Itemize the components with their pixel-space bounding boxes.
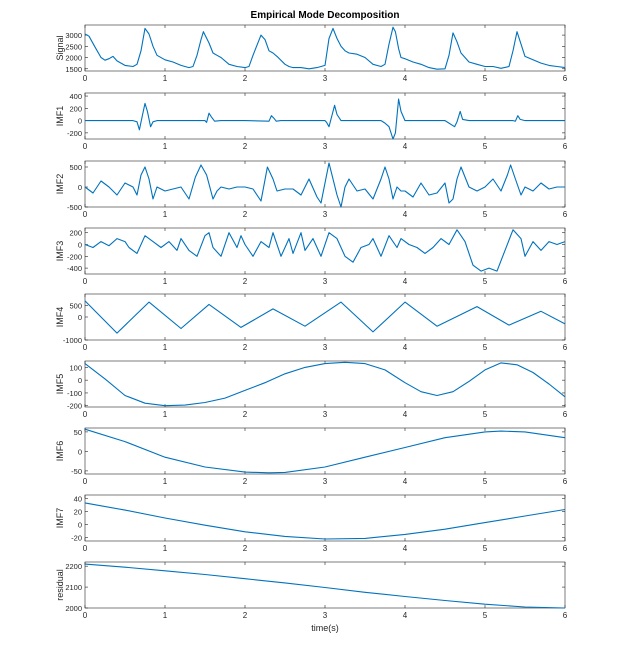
x-tick-label: 5	[482, 343, 488, 352]
x-tick-label: 2	[242, 277, 248, 286]
y-tick-label: -20	[71, 533, 82, 543]
x-tick-label: 4	[402, 410, 408, 419]
y-tick-label: -1000	[62, 336, 82, 345]
panel-8-axes-box	[85, 495, 565, 541]
x-tick-label: 2	[242, 142, 248, 151]
x-tick-label: 6	[562, 477, 568, 486]
y-tick-label: -50	[71, 466, 82, 476]
x-tick-label: 0	[82, 210, 88, 219]
y-tick-label: 50	[73, 427, 82, 437]
x-tick-label: 1	[162, 477, 168, 486]
x-tick-label: 5	[482, 74, 488, 83]
x-tick-label: 0	[82, 343, 88, 352]
panel-2-axes-box	[85, 93, 565, 139]
x-tick-label: 6	[562, 343, 568, 352]
x-tick-label: 2	[242, 477, 248, 486]
y-tick-label: 200	[69, 104, 82, 114]
x-tick-label: 5	[482, 277, 488, 286]
x-tick-label: 2	[242, 544, 248, 553]
x-tick-label: 0	[82, 74, 88, 83]
y-tick-label: -200	[66, 128, 82, 138]
panel-5-ylabel: IMF4	[55, 306, 65, 328]
x-tick-label: 4	[402, 277, 408, 286]
y-tick-label: 40	[73, 494, 82, 504]
y-tick-label: 0	[77, 313, 82, 322]
x-tick-label: 1	[162, 277, 168, 286]
x-tick-label: 2	[242, 410, 248, 419]
y-tick-label: -100	[66, 388, 82, 398]
y-tick-label: 0	[77, 240, 82, 250]
x-axis-label: time(s)	[311, 623, 339, 633]
panel-9-series-line	[85, 564, 565, 608]
x-tick-label: 6	[562, 611, 568, 620]
y-tick-label: 500	[69, 163, 82, 172]
y-tick-label: -400	[66, 264, 82, 274]
x-tick-label: 4	[402, 74, 408, 83]
x-tick-label: 3	[322, 410, 328, 419]
x-tick-label: 0	[82, 142, 88, 151]
panel-4-axes-box	[85, 228, 565, 274]
panel-6-series-line	[85, 362, 565, 405]
x-tick-label: 5	[482, 210, 488, 219]
y-tick-label: 200	[69, 228, 82, 238]
x-tick-label: 6	[562, 544, 568, 553]
x-tick-label: 1	[162, 210, 168, 219]
x-tick-label: 3	[322, 142, 328, 151]
y-tick-label: 1500	[65, 64, 82, 74]
x-tick-label: 0	[82, 477, 88, 486]
panel-2-series-line	[85, 99, 565, 139]
x-tick-label: 4	[402, 477, 408, 486]
y-tick-label: 100	[69, 363, 82, 373]
y-tick-label: 0	[77, 376, 82, 386]
x-tick-label: 1	[162, 142, 168, 151]
x-tick-label: 2	[242, 343, 248, 352]
x-tick-label: 2	[242, 611, 248, 620]
y-tick-label: 500	[69, 301, 82, 311]
x-tick-label: 1	[162, 74, 168, 83]
panel-4-ylabel: IMF3	[55, 240, 65, 262]
panel-3-series-line	[85, 163, 565, 207]
x-tick-label: 0	[82, 410, 88, 419]
x-tick-label: 3	[322, 544, 328, 553]
panel-1-series-line	[85, 27, 565, 69]
panel-1-ylabel: Signal	[55, 35, 65, 61]
x-tick-label: 3	[322, 477, 328, 486]
panel-4-series-line	[85, 230, 565, 271]
x-tick-label: 4	[402, 343, 408, 352]
panel-7-ylabel: IMF6	[55, 440, 65, 462]
y-tick-label: 0	[77, 447, 82, 457]
y-tick-label: 2100	[65, 583, 82, 593]
x-tick-label: 4	[402, 142, 408, 151]
x-tick-label: 0	[82, 544, 88, 553]
x-tick-label: 5	[482, 611, 488, 620]
x-tick-label: 3	[322, 611, 328, 620]
y-tick-label: 2000	[65, 604, 82, 613]
x-tick-label: 1	[162, 410, 168, 419]
x-tick-label: 1	[162, 611, 168, 620]
x-tick-label: 5	[482, 477, 488, 486]
y-tick-label: -500	[66, 203, 82, 212]
x-tick-label: 0	[82, 611, 88, 620]
panel-7-series-line	[85, 429, 565, 473]
y-tick-label: 2200	[65, 562, 82, 572]
x-tick-label: 0	[82, 277, 88, 286]
panel-2-ylabel: IMF1	[55, 105, 65, 127]
x-tick-label: 4	[402, 611, 408, 620]
y-tick-label: 0	[77, 183, 82, 192]
y-tick-label: 400	[69, 92, 82, 102]
x-tick-label: 6	[562, 74, 568, 83]
x-tick-label: 5	[482, 142, 488, 151]
y-tick-label: 0	[77, 520, 82, 530]
y-tick-label: 3000	[65, 31, 82, 41]
x-tick-label: 3	[322, 343, 328, 352]
x-tick-label: 6	[562, 410, 568, 419]
x-tick-label: 4	[402, 210, 408, 219]
x-tick-label: 3	[322, 277, 328, 286]
y-tick-label: 2000	[65, 53, 82, 63]
panel-8-series-line	[85, 503, 565, 539]
x-tick-label: 3	[322, 74, 328, 83]
y-tick-label: -200	[66, 401, 82, 411]
x-tick-label: 1	[162, 343, 168, 352]
x-tick-label: 1	[162, 544, 168, 553]
panel-5-series-line	[85, 301, 565, 333]
y-tick-label: 2500	[65, 42, 82, 52]
x-tick-label: 5	[482, 410, 488, 419]
panel-6-ylabel: IMF5	[55, 373, 65, 395]
y-tick-label: 20	[73, 507, 82, 517]
y-tick-label: 0	[77, 116, 82, 126]
panel-9-axes-box	[85, 562, 565, 608]
x-tick-label: 3	[322, 210, 328, 219]
y-tick-label: -200	[66, 252, 82, 262]
chart-title: Empirical Mode Decomposition	[250, 10, 400, 21]
panel-8-ylabel: IMF7	[55, 507, 65, 529]
x-tick-label: 5	[482, 544, 488, 553]
panel-6-axes-box	[85, 361, 565, 407]
x-tick-label: 6	[562, 210, 568, 219]
panel-3-ylabel: IMF2	[55, 173, 65, 195]
panel-9-ylabel: residual	[55, 569, 65, 601]
x-tick-label: 2	[242, 210, 248, 219]
x-tick-label: 6	[562, 277, 568, 286]
x-tick-label: 4	[402, 544, 408, 553]
x-tick-label: 6	[562, 142, 568, 151]
x-tick-label: 2	[242, 74, 248, 83]
panel-5-axes-box	[85, 294, 565, 340]
